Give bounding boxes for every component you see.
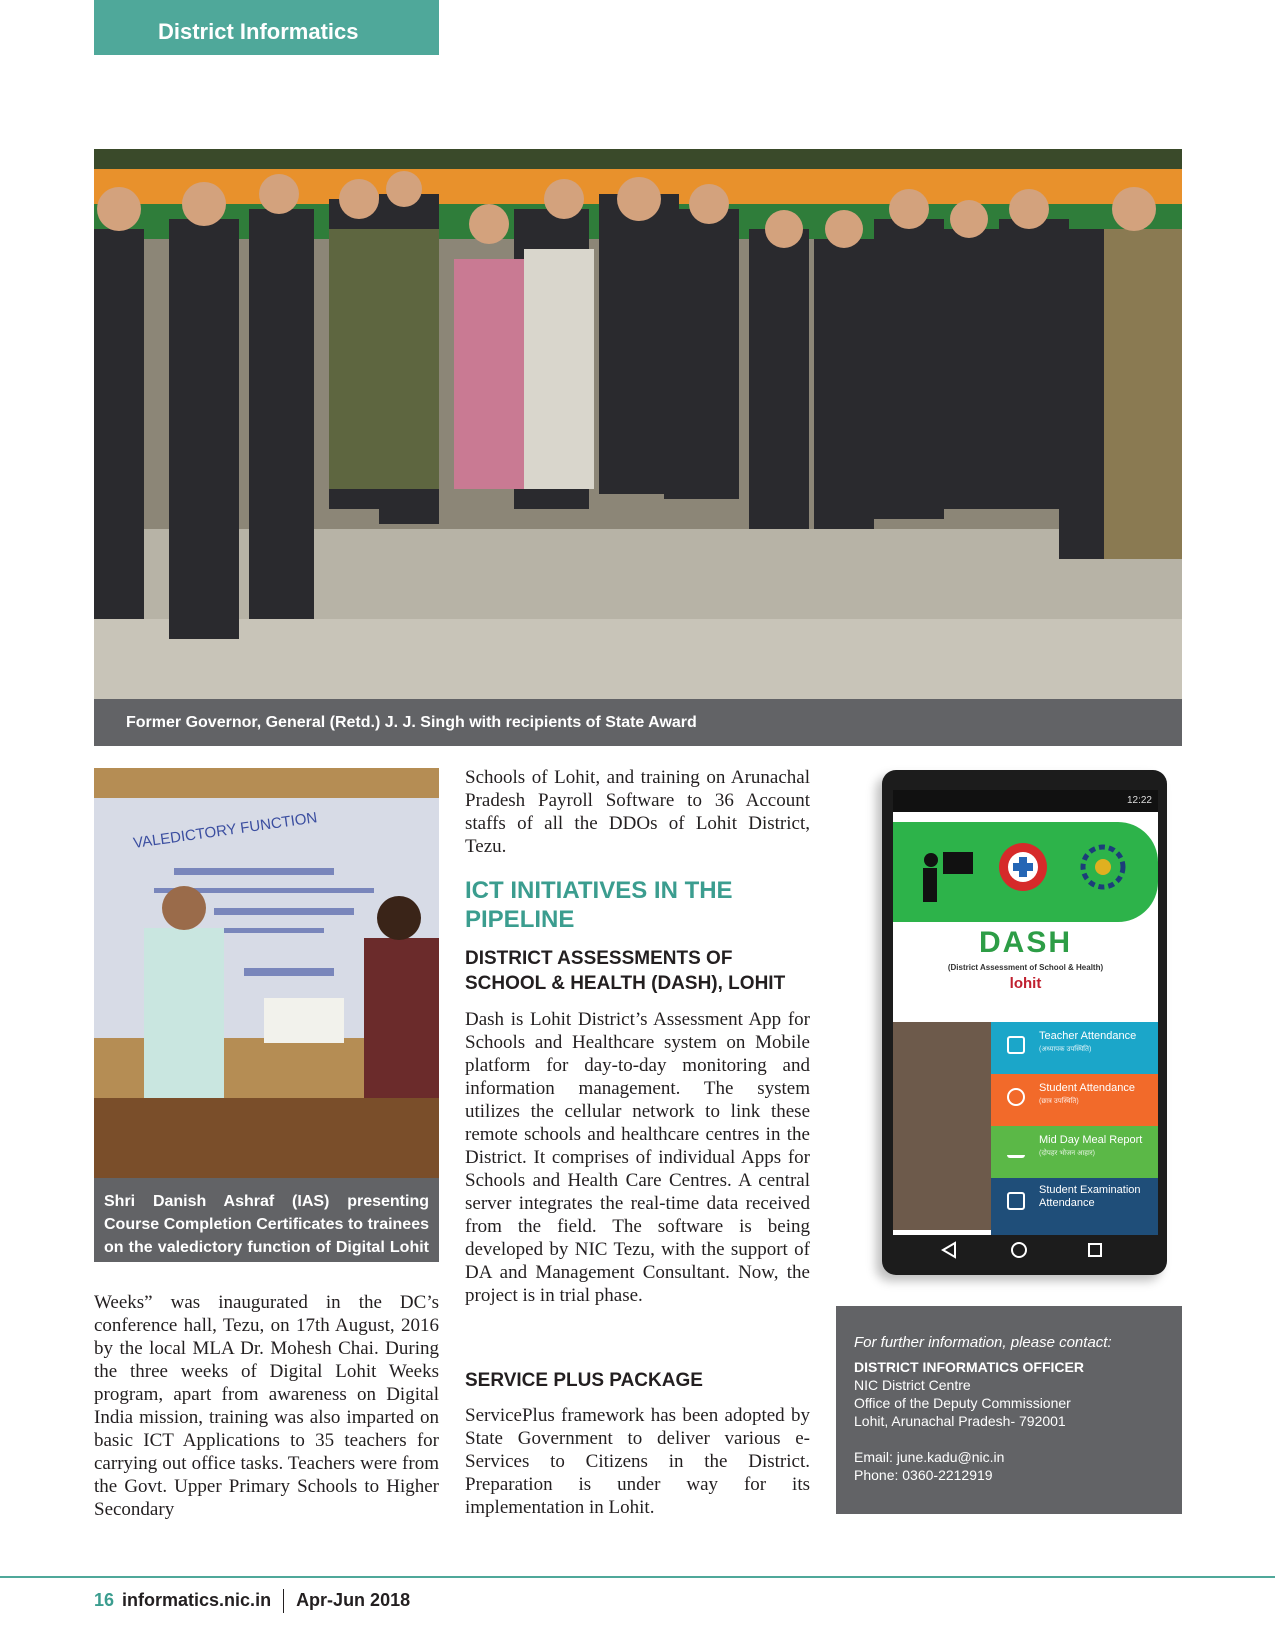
footer-issue: Apr-Jun 2018 (296, 1590, 411, 1610)
status-bar (893, 790, 1158, 812)
contact-line-2: Office of the Deputy Commissioner (854, 1395, 1071, 1411)
ceremony-photo (94, 768, 439, 1178)
contact-email[interactable]: Email: june.kadu@nic.in (854, 1449, 1005, 1465)
service-plus-paragraph: ServicePlus framework has been adopted by State Government to deliver various e-Services to Citizens in the District. Preparation is under way for its implementation in Lohit. (465, 1405, 810, 1518)
teacher-icon (923, 852, 973, 902)
people-circle-icon (1083, 847, 1123, 887)
contact-line-1: NIC District Centre (854, 1377, 971, 1393)
footer-site[interactable]: informatics.nic.in (122, 1590, 272, 1610)
contact-phone: Phone: 0360-2212919 (854, 1467, 993, 1483)
menu-label: Student Examination Attendance (1039, 1184, 1141, 1209)
menu-sub: (छात्र उपस्थिति) (1039, 1098, 1079, 1105)
contact-role: DISTRICT INFORMATICS OFFICER (854, 1359, 1084, 1375)
section-heading: ICT INITIATIVES IN THE PIPELINE (465, 877, 733, 933)
footer-divider (283, 1589, 284, 1613)
menu-teacher-attendance[interactable] (991, 1022, 1158, 1074)
page-number: 16 (94, 1590, 115, 1610)
menu-mid-day-meal[interactable] (991, 1126, 1158, 1178)
health-icon (999, 843, 1047, 891)
app-title: DASH (978, 926, 1072, 959)
main-caption-text: Former Governor, General (Retd.) J. J. Singh with recipients of State Award (126, 714, 697, 731)
column-2-continued-text: Schools of Lohit, and training on Arunachal Pradesh Payroll Software to 36 Account staffs of all the DDOs of Lohit District, Tezu. (465, 767, 810, 857)
clipboard-icon (1007, 1192, 1025, 1210)
menu-student-exam-attendance[interactable] (991, 1178, 1158, 1235)
footer-rule (0, 1576, 1275, 1578)
status-time: 12:22 (1126, 795, 1152, 806)
meal-icon (1007, 1140, 1025, 1158)
contact-box (836, 1306, 1182, 1514)
dash-heading: DISTRICT ASSESSMENTS OF SCHOOL & HEALTH (DASH), LOHIT (465, 948, 786, 994)
app-subtitle: (District Assessment of School & Health) (947, 963, 1104, 972)
contact-line-3: Lohit, Arunachal Pradesh- 792001 (854, 1413, 1066, 1429)
android-nav-bar (893, 1235, 1158, 1265)
group-photo (94, 149, 1182, 699)
menu-sub: (अध्यापक उपस्थिति) (1039, 1046, 1092, 1053)
app-banner (893, 822, 1158, 922)
ceremony-photo-caption (94, 1178, 439, 1279)
main-photo-caption (94, 699, 1182, 746)
back-icon[interactable] (943, 1243, 955, 1257)
page-footer (94, 1585, 410, 1615)
home-icon[interactable] (1012, 1243, 1026, 1257)
small-caption-text: Shri Danish Ashraf (IAS) presenting Course Completion Certificates to trainees on the valedictory function of Digital Lohit Weeks (104, 1193, 429, 1279)
dash-paragraph: Dash is Lohit District’s Assessment App for Schools and Healthcare system on Mobile platform for day-to-day monitoring and information management. The system utilizes the cellular network to link these remote schools and healthcare centres in the District. It comprises of individual Apps for Schools and Health Care Centres. A central server integrates the real-time data received from the field. The software is being developed by NIC Tezu, with the support of DA and Management Consultant. Now, the project is in trial phase. (465, 1009, 810, 1306)
recents-icon[interactable] (1089, 1244, 1101, 1256)
section-tab (94, 0, 439, 55)
section-title: District Informatics (158, 19, 359, 44)
menu-label: Student Attendance (1039, 1082, 1136, 1094)
menu-label: Teacher Attendance (1039, 1030, 1137, 1042)
menu-sub: (दोपहर भोजन आहार) (1039, 1150, 1095, 1157)
banner-text: VALEDICTORY FUNCTION (132, 809, 319, 852)
menu-label: Mid Day Meal Report (1039, 1134, 1143, 1146)
service-plus-heading: SERVICE PLUS PACKAGE (465, 1370, 703, 1391)
menu-student-attendance[interactable] (991, 1074, 1158, 1126)
menu-photo (893, 1022, 991, 1230)
checkbox-icon (1007, 1036, 1025, 1054)
column-1-text: Weeks” was inaugurated in the DC’s conference hall, Tezu, on 17th August, 2016 by the local MLA Dr. Mohesh Chai. During the three weeks of Digital Lohit Weeks program, apart from awareness on Digital India mission, training was also imparted on basic ICT Applications to 35 teachers for carrying out office tasks. Teachers were from the Govt. Upper Primary Schools to Higher Secondary (94, 1292, 439, 1520)
app-district: lohit (1009, 975, 1042, 992)
student-icon (1007, 1088, 1025, 1106)
contact-intro: For further information, please contact: (854, 1334, 1112, 1351)
